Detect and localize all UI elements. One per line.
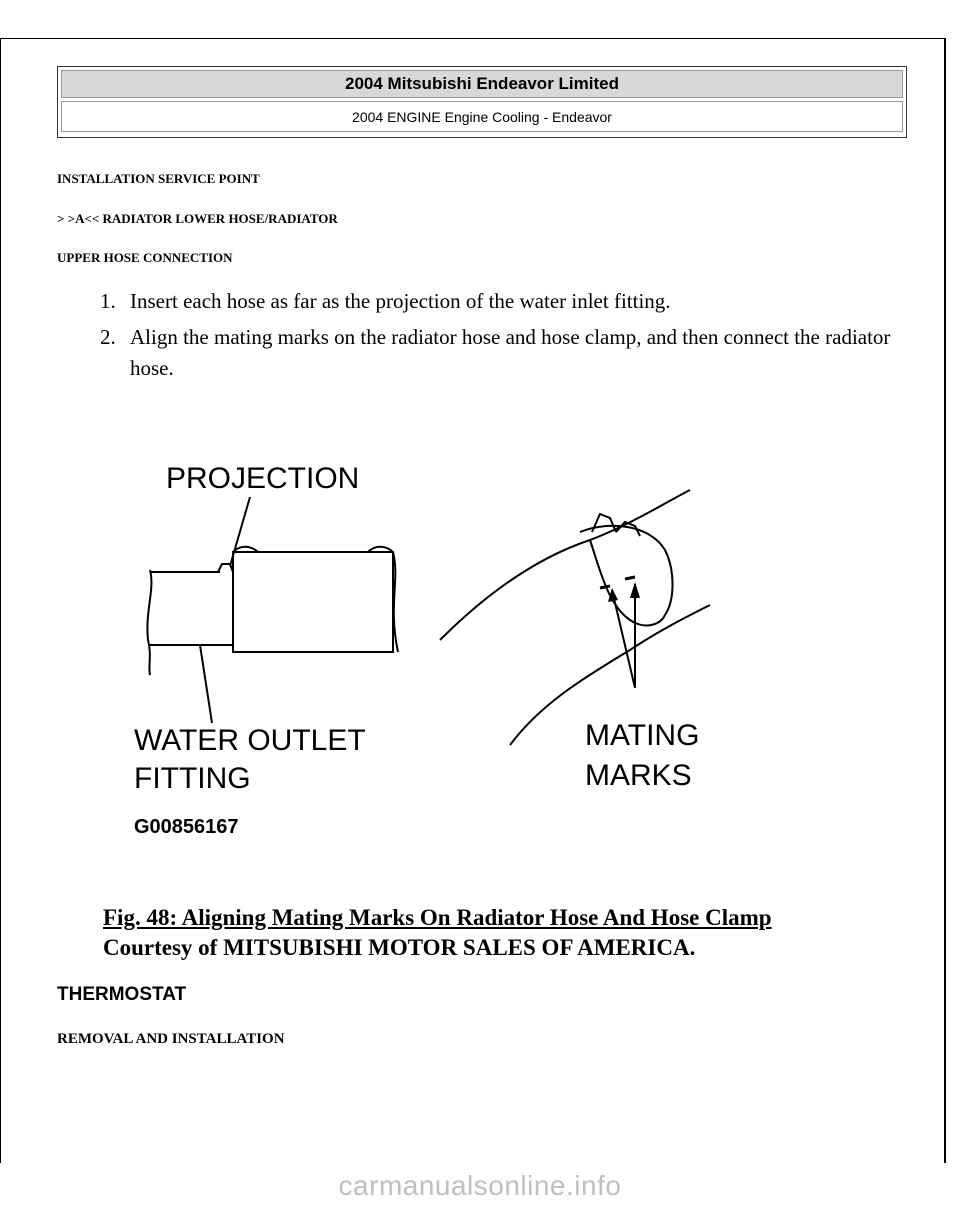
water-outlet-label: WATER OUTLET [134,724,366,757]
installation-steps [100,286,900,389]
figure-title: Fig. 48: Aligning Mating Marks On Radiator Hose And Hose Clamp [103,905,772,930]
figure-courtesy: Courtesy of MITSUBISHI MOTOR SALES OF AMERICA. [103,935,696,960]
removal-installation-heading: REMOVAL AND INSTALLATION [57,1031,285,1047]
step-text: Insert each hose as far as the projection of the water inlet fitting. [130,289,671,313]
vehicle-title: 2004 Mitsubishi Endeavor Limited [61,70,903,98]
step-item [100,322,900,384]
clamp-tab [592,514,616,532]
section-subtitle: 2004 ENGINE Engine Cooling - Endeavor [61,101,903,132]
site-watermark: carmanualsonline.info [338,1170,622,1201]
section-heading-thermostat: THERMOSTAT [57,984,187,1005]
step-item [100,286,900,317]
marks-label: MARKS [585,759,692,792]
document-header [57,66,907,138]
step-text: Align the mating marks on the radiator hose and hose clamp, and then connect the radiator hose. [130,325,891,380]
step-number: 1. [100,289,116,313]
figure-code: G00856167 [134,816,239,838]
fitting-label: FITTING [134,762,251,795]
step-number: 2. [100,325,116,349]
fitting-break-left [147,570,151,675]
radiator-hose-heading: > >A<< RADIATOR LOWER HOSE/RADIATOR [57,211,338,226]
mating-label: MATING [585,719,700,752]
water-outlet-fitting [233,552,393,652]
installation-heading: INSTALLATION SERVICE POINT [57,171,260,186]
projection-label: PROJECTION [166,462,360,495]
upper-hose-heading: UPPER HOSE CONNECTION [57,250,233,265]
hose-clamp-illustration [130,440,730,850]
hose-upper-edge [440,490,690,640]
figure-caption [103,903,772,963]
